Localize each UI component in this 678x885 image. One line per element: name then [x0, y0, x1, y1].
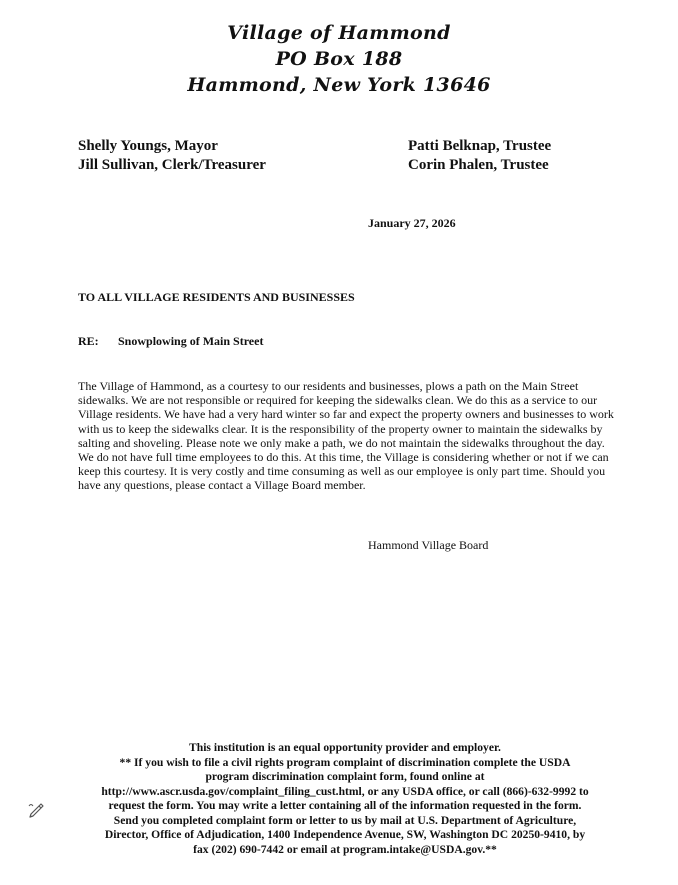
- officials-left: [78, 137, 266, 175]
- letter-date: January 27, 2026: [368, 216, 456, 230]
- re-label: RE:: [78, 334, 99, 348]
- nondiscrimination-statement: [60, 741, 630, 857]
- letter-body: The Village of Hammond, as a courtesy to our residents and businesses, plows a path on the Main Street sidewalks. We are not responsible or required for keeping the sidewalks clean. We do this as a service to our Village residents. We have had a very hard winter so far and expect the property owners and businesses to work with us to keep the sidewalks clear. It is the responsibility of the property owner to maintain the sidewalks by salting and shoveling. Please note we only make a path, we do not maintain the sidewalks throughout the day. We do not have full time employees to do this. At this time, the Village is considering whether or not if we can keep this courtesy. It is very costly and time consuming as well as our employee is only part time. Should you have any questions, please contact a Village Board member.: [78, 379, 614, 493]
- letterhead: [0, 20, 678, 98]
- letterhead-city-state: Hammond, New York 13646: [187, 74, 491, 96]
- disclaimer-line: Director, Office of Adjudication, 1400 Independence Avenue, SW, Washington DC 20250-9410, by: [104, 828, 586, 841]
- disclaimer-line: request the form. You may write a letter containing all of the information requested in the form.: [108, 799, 582, 812]
- official-trustee-1: Patti Belknap, Trustee: [408, 138, 552, 154]
- letterhead-po-box: PO Box 188: [275, 48, 403, 70]
- signature: Hammond Village Board: [368, 538, 489, 552]
- disclaimer-line: ** If you wish to file a civil rights program complaint of discrimination complete the USDA: [119, 755, 571, 769]
- disclaimer-line: http://www.ascr.usda.gov/complaint_filing_cust.html, or any USDA office, or call (866)-632-9992 to: [101, 784, 589, 798]
- official-mayor: Shelly Youngs, Mayor: [78, 138, 218, 154]
- official-clerk: Jill Sullivan, Clerk/Treasurer: [78, 157, 266, 173]
- disclaimer-line: This institution is an equal opportunity provider and employer.: [189, 741, 501, 754]
- letterhead-village-name: Village of Hammond: [227, 22, 451, 44]
- re-line: [78, 334, 263, 349]
- pen-icon[interactable]: [28, 800, 46, 818]
- re-subject: Snowplowing of Main Street: [118, 334, 264, 348]
- disclaimer-line: fax (202) 690-7442 or email at program.intake@USDA.gov.**: [193, 842, 497, 856]
- official-trustee-2: Corin Phalen, Trustee: [408, 157, 549, 173]
- officials-right: [408, 137, 551, 175]
- salutation: TO ALL VILLAGE RESIDENTS AND BUSINESSES: [78, 290, 355, 304]
- disclaimer-line: Send you completed complaint form or letter to us by mail at U.S. Department of Agriculture,: [113, 813, 577, 827]
- disclaimer-line: program discrimination complaint form, found online at: [205, 770, 485, 783]
